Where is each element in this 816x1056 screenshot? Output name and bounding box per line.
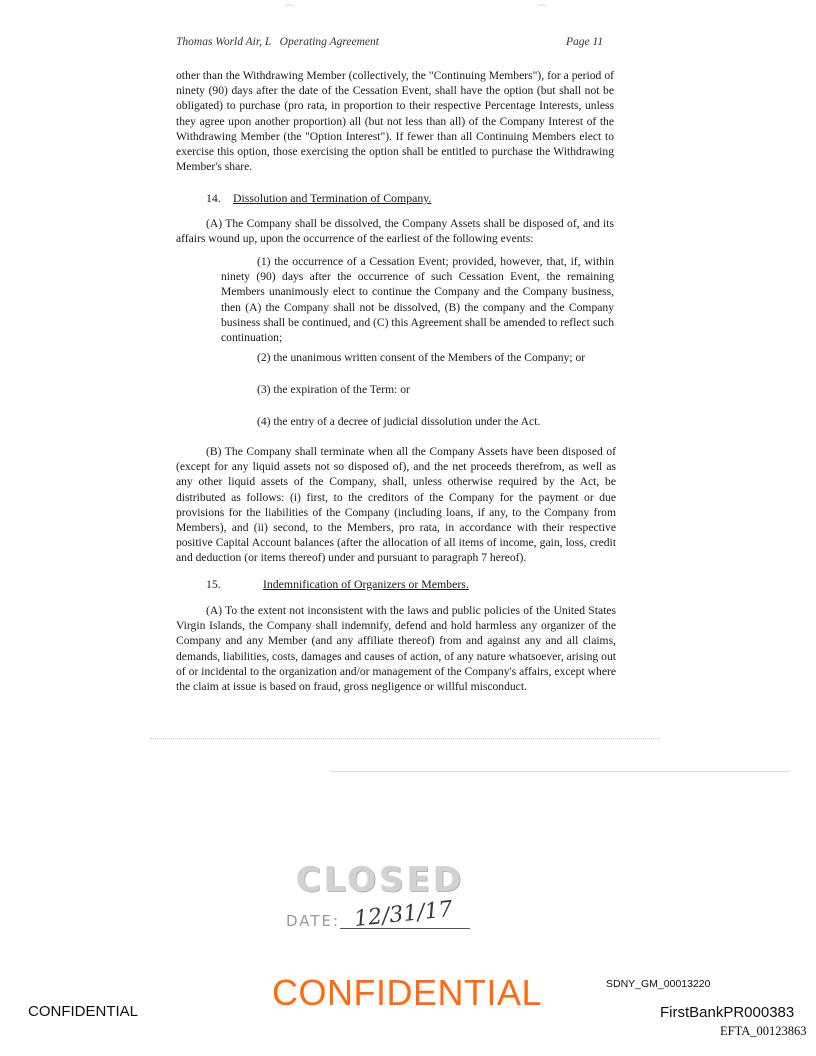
scan-artifact-line (330, 771, 790, 772)
scan-mark-left: ⌒ (284, 5, 295, 17)
section-14-heading (206, 191, 431, 206)
paragraph-continuing-members: other than the Withdrawing Member (collectively, the "Continuing Members"), for a period of ninety (90) days after the date of the Cessation Event, shall have the option (but shall not be obligated) to purchase (pro rata, in proportion to their respective Percentage Interests, unless they agree upon another proportion) all (but not less than all) of the Company Interest of the Withdrawing Member (the "Option Interest"). If fewer than all Continuing Members elect to exercise this option, those exercising the option shall be entitled to purchase the Withdrawing Member's share. (176, 69, 614, 174)
section-15-number: 15. (206, 577, 221, 591)
paragraph-14b: (B) The Company shall terminate when all the Company Assets have been disposed of (except for any liquid assets not so disposed of), and the net proceeds therefrom, as well as any other liquid assets of the Company, shall, unless otherwise required by the Act, be distributed as follows: (i) first, to the creditors of the Company for the payment or due provisions for the liabilities of the Company (including loans, if any, to the Company from Members), and (ii) second, to the Members, pro rata, in accordance with their respective positive Capital Account balances (after the allocation of all items of income, gain, loss, credit and deduction (or items thereof) under and pursuant to paragraph 7 hereof). (176, 445, 616, 565)
section-15-heading (206, 577, 469, 592)
section-14-title: Dissolution and Termination of Company. (232, 191, 432, 205)
closed-stamp (284, 860, 494, 933)
sdny-bates-id: SDNY_GM_00013220 (606, 978, 711, 990)
paragraph-14a: (A) The Company shall be dissolved, the Company Assets shall be disposed of, and its affairs wound up, upon the occurrence of the earliest of the following events: (176, 217, 614, 246)
confidential-label-left: CONFIDENTIAL (28, 1003, 139, 1020)
firstbank-bates-number: FirstBankPR000383 (660, 1004, 795, 1021)
list-item-1: (1) the occurrence of a Cessation Event; provided, however, that, if, within ninety (90) days after the occurrence of such Cessation Event, the remaining Members unanimously elect to continue the Company and the Company business, then (A) the Company shall not be dissolved, (B) the company and the Company business shall be continued, and (C) this Agreement shall be amended to reflect such continuation; (221, 255, 614, 345)
stamp-date-label: DATE: (286, 912, 341, 930)
list-item-3: (3) the expiration of the Term: or (257, 383, 410, 396)
page-number: Page 11 (566, 36, 604, 48)
section-14-number: 14. (206, 191, 221, 205)
stamp-word: CLOSED (296, 860, 465, 900)
confidential-watermark: CONFIDENTIAL (272, 972, 543, 1013)
section-15-title: Indemnification of Organizers or Members. (262, 577, 469, 591)
stamp-handwritten-date: 12/31/17 (352, 896, 454, 933)
efta-id: EFTA_00123863 (720, 1024, 807, 1038)
scan-artifact-line (150, 738, 660, 739)
scan-mark-right: ⌒ (536, 5, 547, 17)
running-header-title: Thomas World Air, L Operating Agreement (176, 36, 379, 48)
list-item-2: (2) the unanimous written consent of the Members of the Company; or (257, 351, 586, 364)
list-item-4: (4) the entry of a decree of judicial dissolution under the Act. (257, 415, 541, 428)
paragraph-15a: (A) To the extent not inconsistent with the laws and public policies of the United States Virgin Islands, the Company shall indemnify, defend and hold harmless any organizer of the Company and any Member (and any affiliate thereof) from and against any and all claims, demands, liabilities, costs, damages and causes of action, of any nature whatsoever, arising out of or incidental to the organization and/or management of the Company's affairs, except where the claim at issue is based on fraud, gross negligence or willful misconduct. (176, 604, 616, 694)
